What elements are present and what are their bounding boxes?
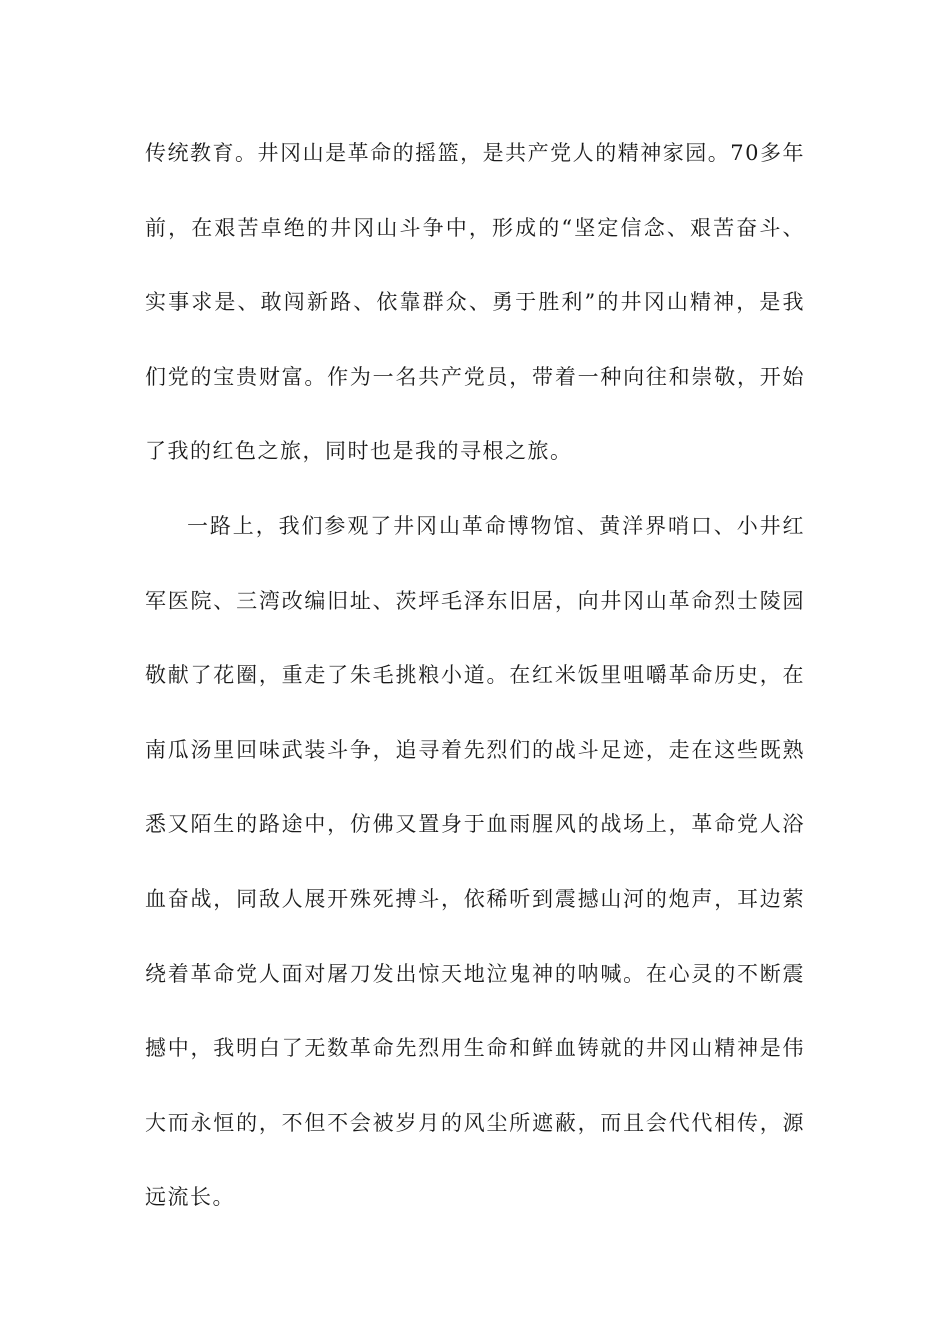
paragraph-continuation: 传统教育。井冈山是革命的摇篮，是共产党人的精神家园。70多年前，在艰苦卓绝的井冈山斗争中，形成的“坚定信念、艰苦奋斗、实事求是、敢闯新路、依靠群众、勇于胜利”的井冈山精神，是我们党的宝贵财富。作为一名共产党员，带着一种向往和崇敬，开始了我的红色之旅，同时也是我的寻根之旅。 — [145, 141, 805, 464]
paragraph-journey: 一路上，我们参观了井冈山革命博物馆、黄洋界哨口、小井红军医院、三湾改编旧址、茨坪毛泽东旧居，向井冈山革命烈士陵园敬献了花圈，重走了朱毛挑粮小道。在红米饭里咀嚼革命历史，在南瓜汤里回味武装斗争，追寻着先烈们的战斗足迹，走在这些既熟悉又陌生的路途中，仿佛又置身于血雨腥风的战场上，革命党人浴血奋战，同敌人展开殊死搏斗，依稀听到震撼山河的炮声，耳边萦绕着革命党人面对屠刀发出惊天地泣鬼神的呐喊。在心灵的不断震撼中，我明白了无数革命先烈用生命和鲜血铸就的井冈山精神是伟大而永恒的，不但不会被岁月的风尘所遮蔽，而且会代代相传，源远流长。 — [145, 513, 805, 1210]
document-body — [145, 116, 805, 1235]
